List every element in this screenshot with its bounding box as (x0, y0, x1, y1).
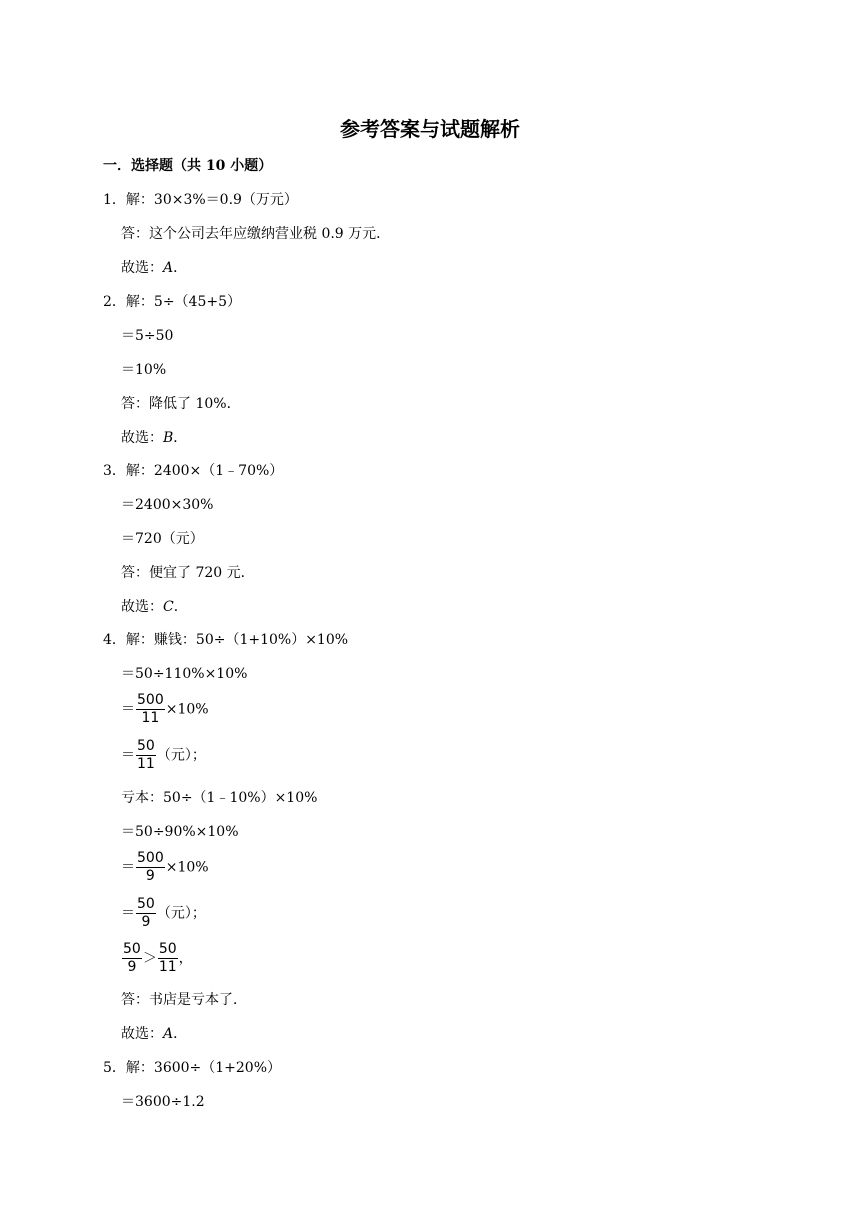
choice-prefix: 故选： (121, 599, 163, 615)
q5-step-1: ＝3600÷1.2 (121, 1094, 205, 1110)
numerator: 50 (158, 941, 177, 957)
numerator: 500 (137, 692, 164, 708)
period: ． (173, 599, 188, 615)
q4-step-3 (121, 738, 206, 773)
comma: ， (178, 950, 193, 967)
fraction (136, 738, 156, 773)
q1-answer: 答：这个公司去年应缴纳营业税 0.9 万元． (121, 226, 391, 242)
q2-step-1: ＝5÷50 (121, 328, 174, 344)
section-heading: 一．选择题（共 10 小题） (103, 158, 273, 174)
q4-step-1: ＝50÷110%×10% (121, 666, 248, 682)
q1-solution: 1．解：30×3%＝0.9（万元） (103, 192, 298, 208)
denominator: 9 (145, 868, 155, 884)
equals: ＝ (121, 701, 135, 718)
page-title: 参考答案与试题解析 (340, 117, 520, 141)
fraction (136, 692, 165, 727)
denominator: 11 (158, 959, 177, 975)
q4-answer: 答：书店是亏本了． (121, 992, 247, 1008)
q5-solution: 5．解：3600÷（1+20%） (103, 1060, 282, 1076)
q1-choice (121, 258, 187, 278)
numerator: 500 (137, 850, 164, 866)
period: ． (173, 1026, 188, 1042)
q3-choice (121, 597, 188, 617)
q2-choice (121, 428, 187, 448)
q3-step-2: ＝720（元） (121, 531, 204, 547)
q3-answer: 答：便宜了 720 元． (121, 565, 255, 581)
q4-step-2 (121, 692, 209, 727)
q4-solution: 4．解：赚钱：50÷（1+10%）×10% (103, 632, 349, 648)
denominator: 11 (137, 756, 155, 772)
unit: （元）； (156, 747, 206, 764)
equals: ＝ (121, 905, 135, 922)
unit: （元）； (156, 905, 206, 922)
q3-step-1: ＝2400×30% (121, 497, 214, 513)
fraction (136, 850, 165, 885)
equals: ＝ (121, 859, 135, 876)
equals: ＝ (121, 747, 135, 764)
numerator: 50 (123, 941, 141, 957)
q4-loss: 亏本：50÷（1﹣10%）×10% (121, 790, 318, 806)
denominator: 11 (141, 710, 160, 726)
fraction (136, 896, 156, 931)
choice-letter: C (163, 599, 174, 615)
numerator: 50 (137, 896, 155, 912)
fraction (158, 941, 178, 976)
q3-solution: 3．解：2400×（1﹣70%） (103, 463, 284, 479)
choice-letter: A (163, 1026, 174, 1042)
q4-step-6 (121, 896, 206, 931)
choice-letter: B (163, 430, 174, 446)
expr: ×10% (165, 859, 209, 876)
q4-compare (121, 941, 193, 976)
q2-step-2: ＝10% (121, 362, 167, 378)
denominator: 9 (127, 959, 137, 975)
denominator: 9 (141, 914, 151, 930)
choice-prefix: 故选： (121, 430, 163, 446)
period: ． (173, 260, 188, 276)
q4-step-5 (121, 850, 209, 885)
q4-step-4: ＝50÷90%×10% (121, 824, 239, 840)
q2-answer: 答：降低了 10%． (121, 396, 241, 412)
choice-letter: A (163, 260, 174, 276)
choice-prefix: 故选： (121, 260, 163, 276)
numerator: 50 (137, 738, 155, 754)
q4-choice (121, 1024, 187, 1044)
q2-solution: 2．解：5÷（45+5） (103, 294, 241, 310)
period: ． (173, 430, 188, 446)
expr: ×10% (165, 701, 209, 718)
greater-than: ＞ (142, 950, 157, 967)
choice-prefix: 故选： (121, 1026, 163, 1042)
fraction (122, 941, 142, 976)
